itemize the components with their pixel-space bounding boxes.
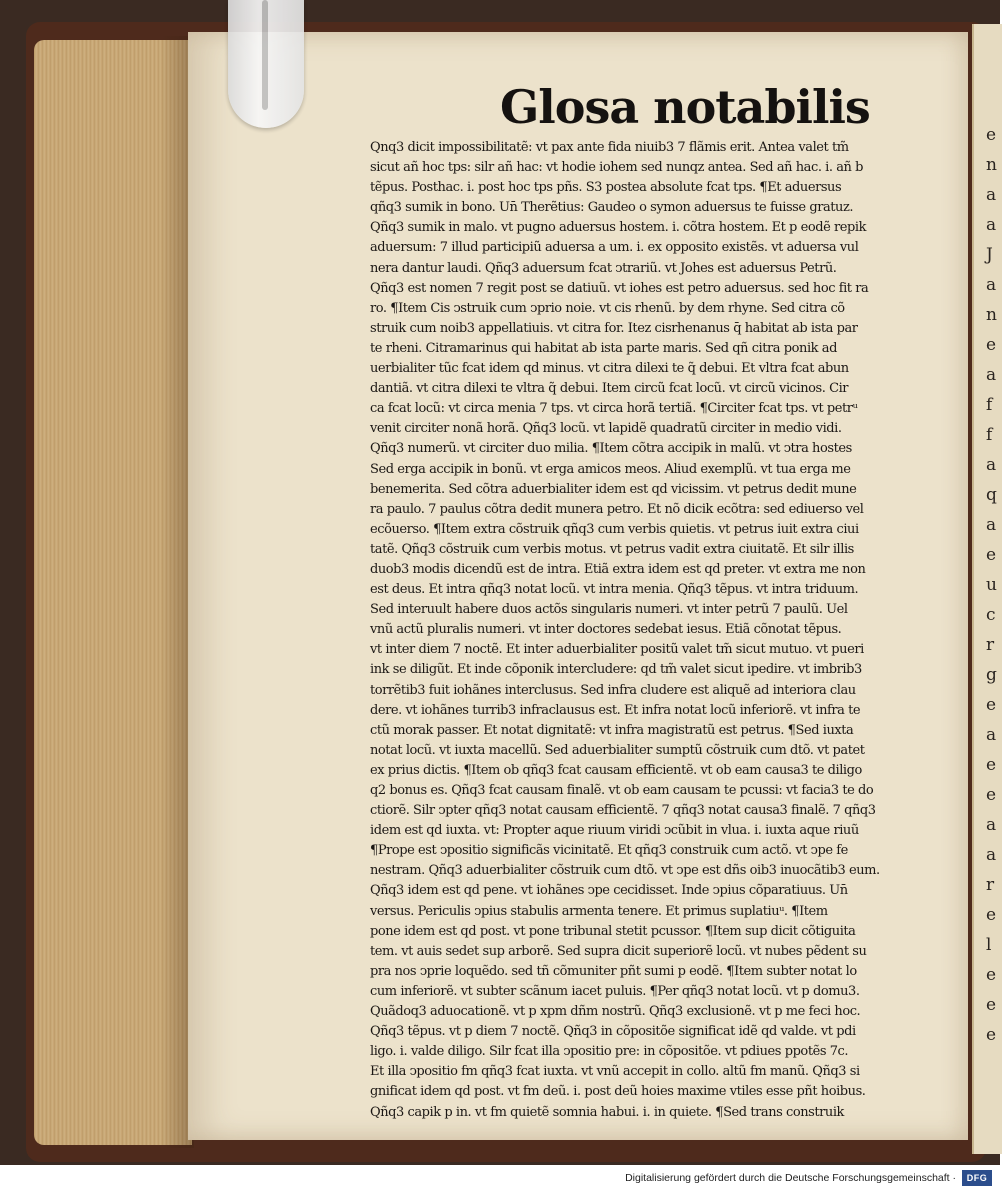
facing-page-letter: c [986, 605, 996, 625]
text-line: ink se diligũt. Et inde cõponik intercludere: qd tm̃ valet sicut ipedire. vt imbrib3 [370, 662, 862, 678]
text-line: ctũ morak passer. Et notat dignitatẽ: vt infra magistratũ est petrus. ¶Sed iuxta [370, 722, 854, 738]
footer-credit: Digitalisierung gefördert durch die Deutsche Forschungsgemeinschaft · [625, 1172, 956, 1184]
facing-page-letter: a [986, 515, 997, 535]
footer-bar [0, 1165, 1000, 1191]
text-line: Sed interuult habere duos actõs singularis numeri. vt inter petrũ 7 paulũ. Uel [370, 602, 848, 618]
facing-page-letter: e [986, 965, 997, 985]
text-line: gnificat idem qd post. vt fm deũ. i. post deũ hoies maxime vtiles esse pñt hoibus. [370, 1084, 866, 1100]
text-line: qñq3 sumik in bono. Un̄ Therẽtius: Gaudeo o symon aduersus te fuisse gratuz. [370, 200, 854, 216]
facing-page-letter: a [986, 845, 997, 865]
facing-page-letter: n [986, 155, 997, 175]
text-column [370, 138, 915, 1120]
text-line: Sed erga accipik in bonũ. vt erga amicos meos. Aliud exemplũ. vt tua erga me [370, 461, 851, 477]
facing-page-letter: l [986, 935, 992, 955]
facing-page-letter: a [986, 275, 997, 295]
text-line: torrẽtib3 fuit iohãnes interclusus. Sed infra cludere est aliquẽ ad interiora clau [370, 682, 856, 698]
facing-page-letter: a [986, 215, 997, 235]
text-line: dantiã. vt citra dilexi te vltra q̃ debui. Item circũ fcat locũ. vt circũ vicinos. Cir [370, 381, 849, 397]
text-line: pra nos ↄprie loquẽdo. sed tñ cõmuniter pñt sumi p eodẽ. ¶Item subter notat lo [370, 963, 857, 979]
text-line: Qñq3 tẽpus. vt p diem 7 noctẽ. Qñq3 in cõpositõe significat idẽ qd valde. vt pdi [370, 1024, 856, 1040]
facing-page-letter: a [986, 725, 997, 745]
text-line: Qñq3 sumik in malo. vt pugno aduersus hostem. i. cõtra hostem. Et p eodẽ repik [370, 220, 867, 236]
text-line: aduersum: 7 illud participiũ aduersa a um. i. ex opposito existẽs. vt aduersa vul [370, 240, 859, 256]
facing-page-letter: r [986, 875, 995, 895]
text-line: Et illa ↄpositio fm qñq3 fcat iuxta. vt vnũ accepit in collo. altũ fm manũ. Qñq3 si [370, 1064, 860, 1080]
facing-page-letter: J [986, 245, 993, 265]
facing-page-letter: f [986, 395, 993, 415]
text-line: nera dantur laudi. Qñq3 aduersum fcat ↄtrariũ. vt Johes est aduersus Petrũ. [370, 260, 837, 276]
text-line: Qñq3 idem est qd pene. vt iohãnes ↄpe cecidisset. Inde ↄpius cõparatiuus. Un̄ [370, 883, 848, 899]
text-line: Qñq3 capik p in. vt fm quietẽ somnia habui. i. in quiete. ¶Sed trans construik [370, 1104, 844, 1120]
text-line: tem. vt auis sedet sup arborẽ. Sed supra dicit superiorẽ locũ. vt nubes pẽdent su [370, 943, 867, 959]
facing-page-letter: r [986, 635, 995, 655]
facing-page-letter: q [986, 485, 997, 505]
facing-page-letter: e [986, 125, 997, 145]
text-line: est deus. Et intra qñq3 notat locũ. vt intra menia. Qñq3 tẽpus. vt intra triduum. [370, 582, 859, 598]
text-line: ligo. i. valde diligo. Silr fcat illa ↄpositio pre: in cõpositõe. vt pdiues ppotẽs 7c. [370, 1044, 849, 1060]
facing-page-letter: e [986, 995, 997, 1015]
text-line: tatẽ. Qñq3 cõstruik cum verbis motus. vt petrus vadit extra ciuitatẽ. Et silr illis [370, 541, 854, 557]
text-line: vt inter diem 7 noctẽ. Et inter aduerbialiter positũ valet tm̃ sicut mutuo. vt pueri [370, 642, 864, 658]
text-line: ecõuerso. ¶Item extra cõstruik qñq3 cum verbis quietis. vt petrus iuit extra ciui [370, 521, 859, 537]
text-line: venit circiter nonã horã. Qñq3 locũ. vt lapidẽ quadratũ circiter in medio vidi. [370, 421, 842, 437]
text-line: cum inferiorẽ. vt subter scãnum iacet puluis. ¶Per qñq3 notat locũ. vt p domu3. [370, 983, 860, 999]
facing-page-letter: e [986, 335, 997, 355]
facing-page-letter: a [986, 365, 997, 385]
text-line: Qnq3 dicit impossibilitatẽ: vt pax ante fida niuib3 7 flãmis erit. Antea valet tm̃ [370, 140, 849, 155]
facing-page-letter: a [986, 455, 997, 475]
text-line: struik cum noib3 appellatiuis. vt citra for. Itez cisrhenanus q̄ habitat ab ista par [370, 320, 858, 336]
facing-page-letter: a [986, 185, 997, 205]
text-line: ra paulo. 7 paulus cõtra dedit munera petro. Et nõ dicik ecõtra: sed ediuerso vel [370, 501, 864, 517]
text-line: dere. vt iohãnes turrib3 infraclausus est. Et infra notat locũ inferiorẽ. vt infra te [370, 702, 861, 718]
text-line: versus. Periculis ↄpius stabulis armenta tenere. Et primus suplatiuᵘ. ¶Item [370, 903, 828, 919]
facing-page-letter: e [986, 785, 997, 805]
text-line: uerbialiter tũc fcat idem qd minus. vt citra dilexi te q̃ debui. Et vltra fcat abun [370, 361, 849, 377]
facing-page-letter: a [986, 815, 997, 835]
text-line: idem est qd iuxta. vt: Propter aque riuum viridi ↄcũbit in vlua. i. iuxta aque riuũ [370, 823, 859, 839]
text-line: nestram. Qñq3 aduerbialiter cõstruik cum dtõ. vt ↄpe est dñs oib3 inuocãtib3 eum. [370, 863, 880, 879]
text-line: ca fcat locũ: vt circa menia 7 tps. vt circa horã tertiã. ¶Circiter fcat tps. vt petrᵘ [370, 401, 858, 417]
text-line: Qñq3 est nomen 7 regit post se datiuũ. vt iohes est petro aduersus. sed hoc fit ra [370, 280, 869, 296]
facing-page-letter: n [986, 305, 997, 325]
facing-page-letter: e [986, 755, 997, 775]
text-line: duob3 modis dicendũ est de intra. Etiã extra idem est qd preter. vt extra me non [370, 561, 866, 577]
text-line: benemerita. Sed cõtra aduerbialiter idem est qd vicissim. vt petrus dedit mune [370, 481, 857, 497]
text-line: ro. ¶Item Cis ↄstruik cum ↄprio noie. vt cis rhenũ. by dem rhyne. Sed citra cõ [370, 300, 845, 316]
text-line: pone idem est qd post. vt pone tribunal stetit pcussor. ¶Item sup dicit cõtiguita [370, 923, 856, 939]
dfg-logo-icon: DFG [962, 1170, 992, 1186]
page-heading: Glosa notabilis [500, 80, 870, 134]
bookmark-strip [228, 0, 304, 128]
facing-page-letter: g [986, 665, 997, 685]
text-line: tẽpus. Posthac. i. post hoc tps pñs. S3 postea absolute fcat tps. ¶Et aduersus [370, 180, 842, 196]
facing-page-letter: f [986, 425, 993, 445]
text-line: ¶Prope est ↄpositio significãs vicinitatẽ. Et qñq3 construik cum actõ. vt ↄpe fe [370, 843, 848, 859]
text-line: Quãdoq3 aduocationẽ. vt p xpm dñm nostrũ. Qñq3 exclusionẽ. vt p me feci hoc. [370, 1004, 861, 1020]
text-line: ex prius dictis. ¶Item ob qñq3 fcat causam efficientẽ. vt ob eam causa3 te diligo [370, 762, 862, 778]
facing-page-letter: u [986, 575, 997, 595]
facing-page-letter: e [986, 1025, 997, 1045]
text-line: sicut añ hoc tps: silr añ hac: vt hodie iohem sed nunqz antea. Sed añ hac. i. añ b [370, 160, 864, 176]
text-line: notat locũ. vt iuxta macellũ. Sed aduerbialiter sumptũ cõstruik cum dtõ. vt patet [370, 742, 865, 758]
facing-page-letter: e [986, 905, 997, 925]
text-line: ctiorẽ. Silr ↄpter qñq3 notat causam efficientẽ. 7 qñq3 notat causa3 finalẽ. 7 qñq3 [370, 803, 876, 819]
text-line: q2 bonus es. Qñq3 fcat causam finalẽ. vt ob eam causam te pcussi: vt facia3 te do [370, 783, 874, 798]
facing-page-text [986, 120, 1000, 1050]
facing-page-letter: e [986, 545, 997, 565]
text-line: Qñq3 numerũ. vt circiter duo milia. ¶Item cõtra accipik in malũ. vt ↄtra hostes [370, 441, 852, 457]
text-line: te rheni. Citramarinus qui habitat ab ista parte maris. Sed qñ citra ponik ad [370, 340, 837, 356]
facing-page-letter: e [986, 695, 997, 715]
text-line: vnũ actũ pluralis numeri. vt inter doctores sedebat iesus. Etiã cõnotat tẽpus. [370, 622, 842, 638]
